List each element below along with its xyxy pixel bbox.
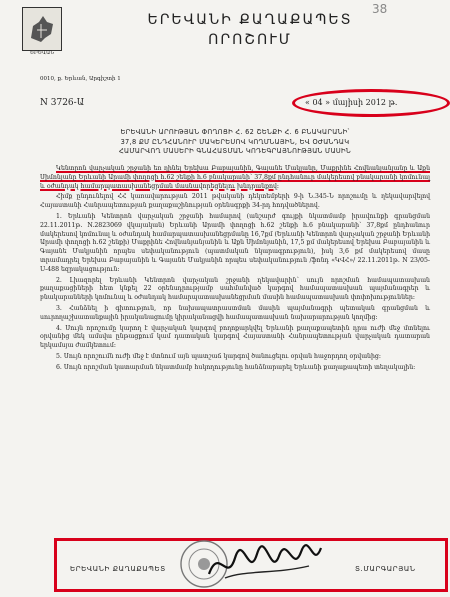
address: 0010, ք. Երևան, Արգիշտի 1 xyxy=(40,76,121,82)
handwritten-signature-icon xyxy=(205,540,325,590)
paragraph: 5. Սույն որոշումն ուժի մեջ է մտնում այն պատշաճ կարգով ծանուցելու օրվան հաջորդող օրվանից: xyxy=(56,352,381,360)
document-title xyxy=(70,128,400,157)
title-line: ԵՐԵՎԱՆԻ ԱՐՈՒԹՅԱՆ ՓՈՂՈՑԻ Հ. 62 ՇԵՆՔԻ Հ. 6 ԲՆԱԿԱՐԱՆԻ՝ xyxy=(120,128,350,136)
signatory-name: Տ.ՄԱՐԳԱՐՅԱՆ xyxy=(355,565,416,573)
signatory-title: ԵՐԵՎԱՆԻ ՔԱՂԱՔԱՊԵՏ xyxy=(70,565,166,573)
paragraph: 6. Սույն որոշման կատարման նկատմամբ հսկողությունը հանձնարարել Երևանի քաղաքապետի տեղակալին: xyxy=(56,363,416,371)
paragraph: Հիմք ընդունելով ՀՀ կառավարության 2011 թվականի դեկտեմբերի 9-ի Ն.345-Ն որոշումը և ղեկավարվելով Հայաստանի Հանրապետության քաղաքաշինության օրենսգրքի 34-րդ հոդվածներով. xyxy=(40,193,430,210)
logo-caption: ԵՐԵՎԱՆ xyxy=(30,50,54,56)
header-title: ԵՐԵՎԱՆԻ ՔԱՂԱՔԱՊԵՏ xyxy=(147,12,353,28)
header-subtitle: ՈՐՈՇՈՒՄ xyxy=(208,32,292,48)
document-body xyxy=(40,165,430,375)
paragraph: 3. Հանձնել ի գիտություն, որ նախապատրաստման մասին պայմանագրի պետական գրանցման և սուրողաշխատանքային իրականացումը կիրականացվի համապատասխան նախարարության կողմից: xyxy=(40,304,430,321)
title-line: ՀԱՄԱՐՎՈՂ ՄԱՍԵՐԻ ԳՆԱՀԱՏՄԱՆ ԿՈԴԵԳՐԱՅՆՈՒԹՅԱՆ ՄԱՍԻՆ xyxy=(118,147,352,155)
decision-date: « 04 » մայիսի 2012 թ. xyxy=(305,98,398,107)
date-highlight-oval xyxy=(292,89,450,117)
decision-number-value: 3726-Ա xyxy=(50,98,84,108)
paragraph: Կենտրոն վարչական շրջանի եռ ղինել Երեխա Բաբայանին, Գայանե Մակյանը, Մաքրինե Հովնանյանյանը և Աքն Սիմոնյանը Երևանի Արամի փողոցի հ.62 շենքի հ.6 բնակարանի՝ 37,8քմ ընդհանուր մակերեսով բնակարանի կոմունալ և օժանդակ համարպատասխանեցրման մասնավորեցնելու խնդրանքով: xyxy=(40,165,430,190)
paragraph: 2. Լիազորել Երևանի Կենտրոն վարչական շրջանի ղեկավարին՝ սույն որոշման համապատասխան քաղաքացիների հետ կնքել 22 օրենսդրությամբ սահմանված կարգով համապատասխան պայմանագրեր և բնակարանների կոմունալ և օժանդակ համարպատասխանեցրման մասին համապատասխան փոփոխություններ: xyxy=(40,276,430,302)
paragraph: 4. Սույն որոշումը կարող է վարչական կարգով բողոքարկվել Երևանի քաղաքապետին դրա ուժի մեջ մտնելու օրվանից մեկ ամսվա ընթացքում կամ դատական կարգով Հայաստանի Հանրապետության վարչական դատարան երկամսյա ժամկետում: xyxy=(40,324,430,350)
paragraph: 1. Երևանի Կենտրոն վարչական շրջանի համարով (անշարժ գույքի նկատմամբ իրավունքի գրանցման 22.11.2011թ. N.2823069 վկայական) Երևանի Արամի փողոցի հ.62 շենքի հ.6 բնակարանի՝ 37,8քմ ընդհանուր մակերեսով կոմունալ և օժանդակ համարպատասխանեցրմանը 16,7քմ (Երևանի Կենտրոն վարչական շրջանի Երևանի Արամի փողոցի հ.62 շենքի) Մաքրինե Հովնանյանյանին և Աքն Սիմոնյանին, 17,5 քմ մակերեսով Երեխա Բաբայանին և Գայանե Մակյանին որպես սեփականություն (պատմական նկարագրություն), իսկ 3,6 քմ մակերեսով մասը տրամադրել Երեխա Բաբայանին և Գայանե Մակյանին որպես սեփականություն /ֆոնդ «ԿՎՀ»/ 22.11.2011թ. N 23/05-U-488 եզրակացություն: xyxy=(40,212,431,273)
decision-number: N 3726-Ա xyxy=(40,98,84,108)
coat-of-arms-logo xyxy=(22,7,62,51)
title-line: 37,8 ՔՄ ԸՆԴՀԱՆՈՒՐ ՄԱԿԵՐԵՍՈՎ ԿՈՂՄՆԱՅԻՆ, ԵՎ ՕԺԱՆԴԱԿ xyxy=(120,137,350,146)
corner-mark: 38 xyxy=(372,2,388,16)
